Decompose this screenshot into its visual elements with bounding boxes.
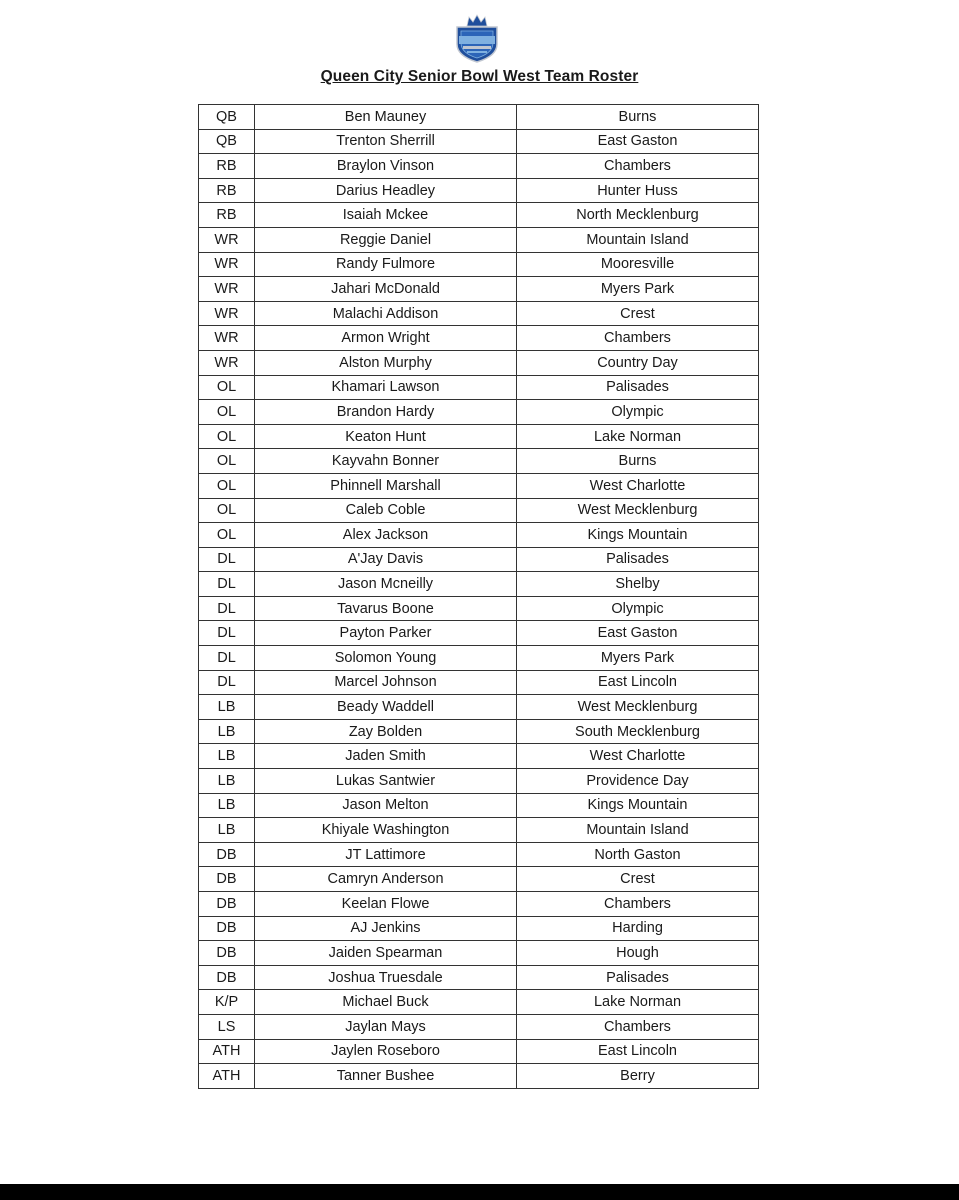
position-cell: WR — [199, 227, 255, 252]
player-name-cell: Jason Mcneilly — [255, 572, 517, 597]
position-cell: DB — [199, 916, 255, 941]
school-cell: South Mecklenburg — [517, 719, 759, 744]
player-name-cell: Keaton Hunt — [255, 424, 517, 449]
player-name-cell: Isaiah Mckee — [255, 203, 517, 228]
position-cell: LB — [199, 818, 255, 843]
roster-table-body — [199, 105, 759, 1089]
school-cell: Providence Day — [517, 769, 759, 794]
player-name-cell: Malachi Addison — [255, 301, 517, 326]
player-name-cell: Darius Headley — [255, 178, 517, 203]
position-cell: OL — [199, 523, 255, 548]
position-cell: WR — [199, 326, 255, 351]
table-row — [199, 449, 759, 474]
table-row — [199, 1014, 759, 1039]
school-cell: Burns — [517, 449, 759, 474]
school-cell: Hunter Huss — [517, 178, 759, 203]
position-cell: LS — [199, 1014, 255, 1039]
player-name-cell: A'Jay Davis — [255, 547, 517, 572]
table-row — [199, 154, 759, 179]
player-name-cell: Jahari McDonald — [255, 277, 517, 302]
table-row — [199, 646, 759, 671]
player-name-cell: Randy Fulmore — [255, 252, 517, 277]
school-cell: West Mecklenburg — [517, 695, 759, 720]
position-cell: WR — [199, 277, 255, 302]
table-row — [199, 277, 759, 302]
position-cell: LB — [199, 793, 255, 818]
table-row — [199, 350, 759, 375]
table-row — [199, 547, 759, 572]
table-row — [199, 769, 759, 794]
position-cell: K/P — [199, 990, 255, 1015]
position-cell: LB — [199, 769, 255, 794]
position-cell: DL — [199, 670, 255, 695]
player-name-cell: Khamari Lawson — [255, 375, 517, 400]
school-cell: Mooresville — [517, 252, 759, 277]
position-cell: DB — [199, 842, 255, 867]
school-cell: Myers Park — [517, 277, 759, 302]
roster-title: Queen City Senior Bowl West Team Roster — [320, 68, 639, 85]
school-cell: East Gaston — [517, 621, 759, 646]
table-row — [199, 892, 759, 917]
player-name-cell: Reggie Daniel — [255, 227, 517, 252]
crown-icon — [467, 15, 487, 26]
position-cell: WR — [199, 252, 255, 277]
school-cell: Lake Norman — [517, 424, 759, 449]
position-cell: DB — [199, 892, 255, 917]
position-cell: QB — [199, 105, 255, 130]
player-name-cell: Jaylan Mays — [255, 1014, 517, 1039]
table-row — [199, 498, 759, 523]
school-cell: Kings Mountain — [517, 793, 759, 818]
school-cell: Myers Park — [517, 646, 759, 671]
player-name-cell: Michael Buck — [255, 990, 517, 1015]
table-row — [199, 695, 759, 720]
table-row — [199, 326, 759, 351]
school-cell: East Gaston — [517, 129, 759, 154]
position-cell: OL — [199, 375, 255, 400]
player-name-cell: Phinnell Marshall — [255, 473, 517, 498]
player-name-cell: Armon Wright — [255, 326, 517, 351]
table-row — [199, 719, 759, 744]
school-cell: Kings Mountain — [517, 523, 759, 548]
school-cell: Burns — [517, 105, 759, 130]
player-name-cell: Solomon Young — [255, 646, 517, 671]
school-cell: Crest — [517, 867, 759, 892]
position-cell: LB — [199, 695, 255, 720]
player-name-cell: Ben Mauney — [255, 105, 517, 130]
position-cell: RB — [199, 154, 255, 179]
player-name-cell: Alex Jackson — [255, 523, 517, 548]
table-row — [199, 105, 759, 130]
table-row — [199, 793, 759, 818]
school-cell: Chambers — [517, 326, 759, 351]
school-cell: East Lincoln — [517, 670, 759, 695]
table-row — [199, 818, 759, 843]
table-row — [199, 227, 759, 252]
position-cell: ATH — [199, 1064, 255, 1089]
table-row — [199, 572, 759, 597]
position-cell: DB — [199, 867, 255, 892]
school-cell: Olympic — [517, 596, 759, 621]
player-name-cell: AJ Jenkins — [255, 916, 517, 941]
table-row — [199, 990, 759, 1015]
school-cell: Country Day — [517, 350, 759, 375]
player-name-cell: Tanner Bushee — [255, 1064, 517, 1089]
player-name-cell: Braylon Vinson — [255, 154, 517, 179]
player-name-cell: Zay Bolden — [255, 719, 517, 744]
table-row — [199, 941, 759, 966]
table-row — [199, 301, 759, 326]
position-cell: OL — [199, 498, 255, 523]
school-cell: West Charlotte — [517, 744, 759, 769]
school-cell: Chambers — [517, 154, 759, 179]
player-name-cell: Kayvahn Bonner — [255, 449, 517, 474]
table-row — [199, 916, 759, 941]
player-name-cell: Jason Melton — [255, 793, 517, 818]
table-row — [199, 252, 759, 277]
roster-table — [198, 104, 759, 1089]
position-cell: DB — [199, 965, 255, 990]
table-row — [199, 744, 759, 769]
school-cell: Palisades — [517, 547, 759, 572]
school-cell: Shelby — [517, 572, 759, 597]
player-name-cell: JT Lattimore — [255, 842, 517, 867]
player-name-cell: Tavarus Boone — [255, 596, 517, 621]
table-row — [199, 670, 759, 695]
table-row — [199, 1039, 759, 1064]
table-row — [199, 1064, 759, 1089]
table-row — [199, 842, 759, 867]
school-cell: Palisades — [517, 965, 759, 990]
table-row — [199, 621, 759, 646]
position-cell: OL — [199, 449, 255, 474]
table-row — [199, 375, 759, 400]
player-name-cell: Jaden Smith — [255, 744, 517, 769]
player-name-cell: Payton Parker — [255, 621, 517, 646]
position-cell: RB — [199, 178, 255, 203]
table-row — [199, 965, 759, 990]
school-cell: Hough — [517, 941, 759, 966]
school-cell: Harding — [517, 916, 759, 941]
school-cell: North Gaston — [517, 842, 759, 867]
position-cell: OL — [199, 400, 255, 425]
player-name-cell: Camryn Anderson — [255, 867, 517, 892]
school-cell: West Charlotte — [517, 473, 759, 498]
school-cell: East Lincoln — [517, 1039, 759, 1064]
bottom-black-bar — [0, 1184, 959, 1200]
table-row — [199, 473, 759, 498]
player-name-cell: Joshua Truesdale — [255, 965, 517, 990]
position-cell: LB — [199, 744, 255, 769]
player-name-cell: Jaiden Spearman — [255, 941, 517, 966]
school-cell: Crest — [517, 301, 759, 326]
position-cell: DL — [199, 621, 255, 646]
school-cell: Palisades — [517, 375, 759, 400]
position-cell: WR — [199, 350, 255, 375]
position-cell: ATH — [199, 1039, 255, 1064]
position-cell: RB — [199, 203, 255, 228]
table-row — [199, 867, 759, 892]
position-cell: DB — [199, 941, 255, 966]
school-cell: West Mecklenburg — [517, 498, 759, 523]
player-name-cell: Caleb Coble — [255, 498, 517, 523]
table-row — [199, 203, 759, 228]
player-name-cell: Trenton Sherrill — [255, 129, 517, 154]
position-cell: OL — [199, 424, 255, 449]
school-cell: North Mecklenburg — [517, 203, 759, 228]
school-cell: Lake Norman — [517, 990, 759, 1015]
school-cell: Berry — [517, 1064, 759, 1089]
school-cell: Olympic — [517, 400, 759, 425]
player-name-cell: Brandon Hardy — [255, 400, 517, 425]
school-cell: Mountain Island — [517, 227, 759, 252]
position-cell: DL — [199, 646, 255, 671]
queen-city-senior-bowl-logo — [450, 12, 504, 64]
table-row — [199, 523, 759, 548]
school-cell: Chambers — [517, 1014, 759, 1039]
position-cell: OL — [199, 473, 255, 498]
position-cell: DL — [199, 547, 255, 572]
table-row — [199, 178, 759, 203]
player-name-cell: Jaylen Roseboro — [255, 1039, 517, 1064]
position-cell: LB — [199, 719, 255, 744]
position-cell: DL — [199, 596, 255, 621]
player-name-cell: Alston Murphy — [255, 350, 517, 375]
player-name-cell: Marcel Johnson — [255, 670, 517, 695]
table-row — [199, 129, 759, 154]
player-name-cell: Khiyale Washington — [255, 818, 517, 843]
school-cell: Mountain Island — [517, 818, 759, 843]
position-cell: DL — [199, 572, 255, 597]
table-row — [199, 424, 759, 449]
school-cell: Chambers — [517, 892, 759, 917]
player-name-cell: Lukas Santwier — [255, 769, 517, 794]
position-cell: QB — [199, 129, 255, 154]
player-name-cell: Keelan Flowe — [255, 892, 517, 917]
table-row — [199, 400, 759, 425]
position-cell: WR — [199, 301, 255, 326]
table-row — [199, 596, 759, 621]
player-name-cell: Beady Waddell — [255, 695, 517, 720]
